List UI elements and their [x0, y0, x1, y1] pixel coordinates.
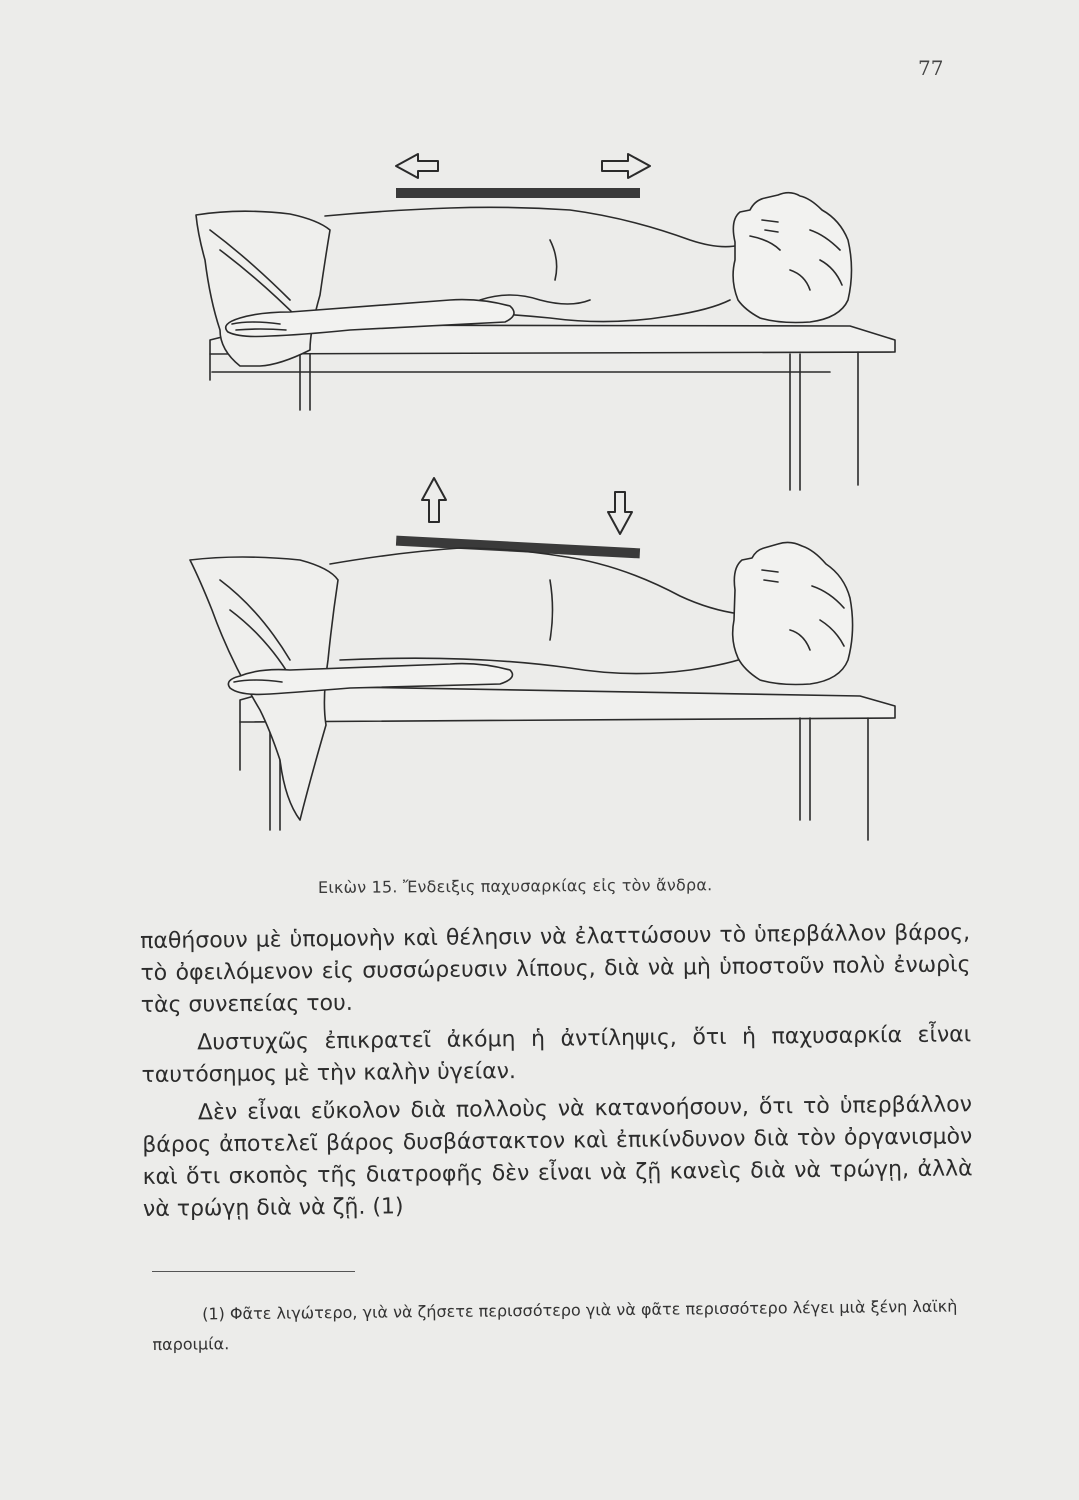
up-arrow-icon [422, 478, 446, 522]
paragraph: Δὲν εἶναι εὔκολον διὰ πολλοὺς νὰ κατανοήσουν, ὅτι τὸ ὑπερβάλλον βάρος ἀποτελεῖ βάρος δυσβάστακτον καὶ ἐπικίνδυνον διὰ τὸν ὀργανισμὸν καὶ ὅτι σκοπὸς τῆς διατροφῆς δὲν εἶναι νὰ ζῇ κανεὶς διὰ νὰ τρώγῃ, ἀλλὰ νὰ τρώγῃ διὰ νὰ ζῇ. (1) [142, 1092, 973, 1222]
down-arrow-icon [608, 492, 632, 534]
footnote-divider [152, 1271, 355, 1272]
footnote [152, 1291, 983, 1360]
paragraph: παθήσουν μὲ ὑπομονὴν καὶ θέλησιν νὰ ἐλαττώσουν τὸ ὑπερβάλλον βάρος, τὸ ὀφειλόμενον εἰς συσσώρευσιν λίπους, διὰ νὰ μὴ ὑποστοῦν πολὺ ἐνωρὶς τὰς συνεπείας του. [140, 920, 971, 1018]
torso [325, 207, 740, 246]
left-arrow-icon [396, 154, 438, 178]
top-figure-man-lying [196, 154, 895, 490]
bottom-figure-man-lying [190, 478, 895, 840]
figure-caption: Εικὼν 15. Ἔνδειξις παχυσαρκίας εἰς τὸν ἄνδρα. [317, 875, 713, 897]
head [733, 193, 851, 323]
measure-bar [396, 536, 640, 559]
footnote-text: (1) Φᾶτε λιγώτερο, γιὰ νὰ ζήσετε περισσότερο γιὰ νὰ φᾶτε περισσότερο λέγει μιὰ ξένη λαϊκὴ παροιμία. [152, 1296, 958, 1354]
page-number: 77 [918, 56, 944, 80]
figure-illustration [150, 140, 910, 860]
body-text [140, 917, 973, 1226]
right-arrow-icon [602, 154, 650, 178]
measure-bar [396, 188, 640, 198]
table-top [240, 686, 895, 722]
head [733, 542, 853, 684]
paragraph: Δυστυχῶς ἐπικρατεῖ ἀκόμη ἡ ἀντίληψις, ὅτι ἡ παχυσαρκία εἶναι ταυτόσημος μὲ τὴν καλὴν ὑγείαν. [141, 1022, 972, 1088]
torso [330, 548, 740, 614]
